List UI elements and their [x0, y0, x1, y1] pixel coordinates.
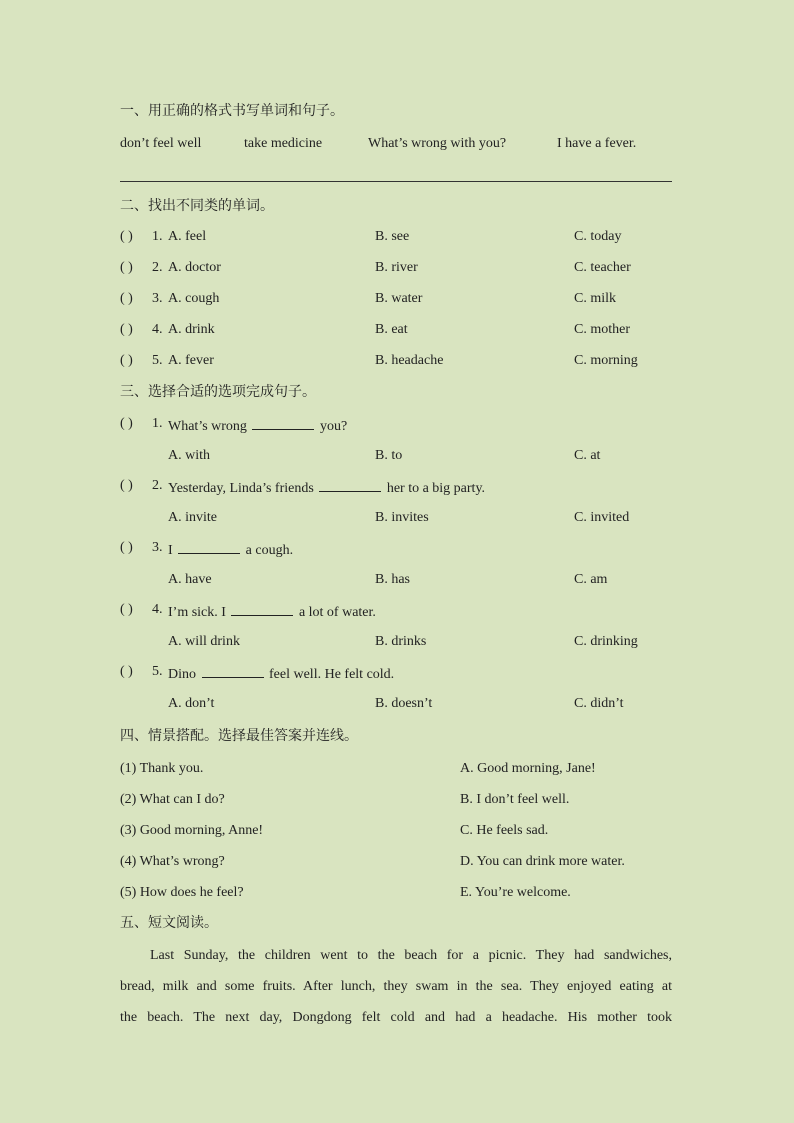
option-c: C. morning — [574, 353, 638, 368]
stem-before-blank: What’s wrong — [168, 419, 247, 434]
answer-paren[interactable]: ( ) — [120, 260, 133, 275]
stem-before-blank: Yesterday, Linda’s friends — [168, 481, 314, 496]
option-b: B. eat — [375, 322, 408, 337]
fill-blank[interactable] — [319, 477, 381, 492]
question-number: 2. — [152, 260, 163, 275]
option-b: B. invites — [375, 510, 429, 525]
option-b: B. headache — [375, 353, 444, 368]
stem-after-blank: her to a big party. — [386, 481, 486, 496]
option-c: C. teacher — [574, 260, 631, 275]
s1-item-2: take medicine — [244, 136, 323, 151]
passage-line: bread, milk and some fruits. After lunch, they swam in the sea. They enjoyed eating at — [120, 979, 672, 994]
question-number: 5. — [152, 353, 163, 368]
answer-paren[interactable]: ( ) — [120, 540, 133, 555]
option-a: A. invite — [168, 510, 217, 525]
option-b: B. river — [375, 260, 418, 275]
passage-line: Last Sunday, the children went to the beach for a picnic. They had sandwiches, — [150, 948, 672, 963]
option-c: C. am — [574, 572, 608, 587]
option-c: C. today — [574, 229, 622, 244]
option-b: B. see — [375, 229, 410, 244]
answer-paren[interactable]: ( ) — [120, 602, 133, 617]
option-a: A. cough — [168, 291, 220, 306]
question-number: 2. — [152, 478, 163, 493]
option-c: C. mother — [574, 322, 630, 337]
match-left-item[interactable]: (5) How does he feel? — [120, 885, 244, 900]
option-a: A. have — [168, 572, 212, 587]
question-number: 4. — [152, 602, 163, 617]
option-b: B. doesn’t — [375, 696, 433, 711]
option-c: C. milk — [574, 291, 617, 306]
option-c: C. didn’t — [574, 696, 624, 711]
section-1-title: 一、用正确的格式书写单词和句子。 — [120, 103, 344, 119]
answer-paren[interactable]: ( ) — [120, 353, 133, 368]
match-right-item[interactable]: C. He feels sad. — [460, 823, 549, 838]
section-5-title: 五、短文阅读。 — [120, 915, 218, 931]
match-right-item[interactable]: A. Good morning, Jane! — [460, 761, 596, 776]
match-right-item[interactable]: E. You’re welcome. — [460, 885, 571, 900]
answer-paren[interactable]: ( ) — [120, 416, 133, 431]
section-4-title: 四、情景搭配。选择最佳答案并连线。 — [120, 728, 358, 744]
reading-passage — [120, 940, 672, 1033]
option-c: C. invited — [574, 510, 630, 525]
option-c: C. drinking — [574, 634, 638, 649]
stem-after-blank: you? — [319, 419, 348, 434]
question-number: 3. — [152, 540, 163, 555]
passage-line: the beach. The next day, Dongdong felt cold and had a headache. His mother took — [120, 1010, 672, 1025]
stem-after-blank: a lot of water. — [298, 605, 376, 620]
option-a: A. drink — [168, 322, 215, 337]
question-stem — [168, 663, 394, 684]
question-stem — [168, 601, 376, 622]
option-b: B. has — [375, 572, 410, 587]
option-c: C. at — [574, 448, 601, 463]
s1-item-3: What’s wrong with you? — [368, 136, 507, 151]
match-left-item[interactable]: (2) What can I do? — [120, 792, 225, 807]
option-a: A. fever — [168, 353, 214, 368]
option-b: B. drinks — [375, 634, 427, 649]
fill-blank[interactable] — [202, 663, 264, 678]
option-a: A. with — [168, 448, 210, 463]
option-a: A. don’t — [168, 696, 215, 711]
stem-before-blank: Dino — [168, 667, 196, 682]
answer-paren[interactable]: ( ) — [120, 322, 133, 337]
fill-blank[interactable] — [252, 415, 314, 430]
question-stem — [168, 415, 347, 436]
question-number: 3. — [152, 291, 163, 306]
option-a: A. feel — [168, 229, 207, 244]
question-number: 4. — [152, 322, 163, 337]
question-stem — [168, 477, 485, 498]
section-3-title: 三、选择合适的选项完成句子。 — [120, 384, 316, 400]
stem-after-blank: a cough. — [245, 543, 294, 558]
stem-before-blank: I — [168, 543, 173, 558]
stem-after-blank: feel well. He felt cold. — [269, 667, 395, 682]
fill-blank[interactable] — [178, 539, 240, 554]
fill-blank[interactable] — [231, 601, 293, 616]
answer-paren[interactable]: ( ) — [120, 229, 133, 244]
match-left-item[interactable]: (1) Thank you. — [120, 761, 204, 776]
option-b: B. to — [375, 448, 403, 463]
question-number: 1. — [152, 229, 163, 244]
stem-before-blank: I’m sick. I — [168, 605, 226, 620]
writing-answer-line[interactable] — [120, 181, 672, 182]
question-stem — [168, 539, 293, 560]
option-b: B. water — [375, 291, 423, 306]
question-number: 5. — [152, 664, 163, 679]
s1-item-1: don’t feel well — [120, 136, 202, 151]
option-a: A. will drink — [168, 634, 240, 649]
option-a: A. doctor — [168, 260, 221, 275]
match-left-item[interactable]: (3) Good morning, Anne! — [120, 823, 264, 838]
section-2-title: 二、找出不同类的单词。 — [120, 198, 274, 214]
s1-item-4: I have a fever. — [557, 136, 637, 151]
answer-paren[interactable]: ( ) — [120, 664, 133, 679]
match-right-item[interactable]: D. You can drink more water. — [460, 854, 625, 869]
match-right-item[interactable]: B. I don’t feel well. — [460, 792, 570, 807]
answer-paren[interactable]: ( ) — [120, 478, 133, 493]
answer-paren[interactable]: ( ) — [120, 291, 133, 306]
question-number: 1. — [152, 416, 163, 431]
match-left-item[interactable]: (4) What’s wrong? — [120, 854, 225, 869]
